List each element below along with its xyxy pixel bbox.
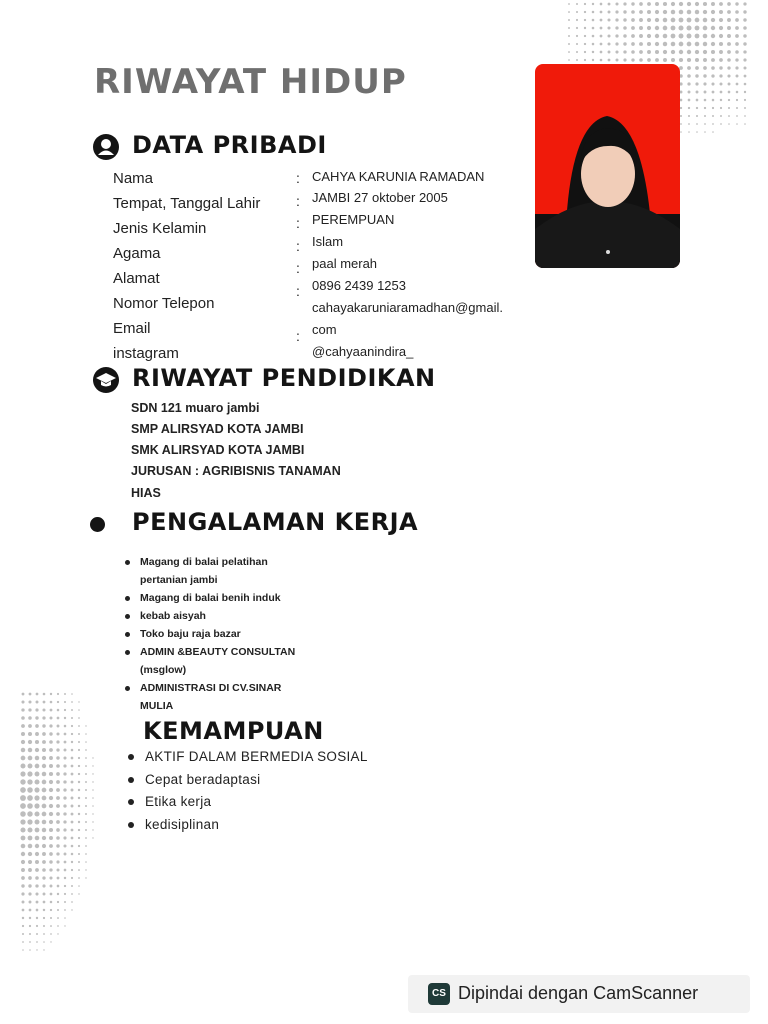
value-email: cahayakaruniaramadhan@gmail. <box>312 300 503 315</box>
label-alamat: Alamat <box>113 270 160 287</box>
label-email: Email <box>113 320 151 337</box>
person-portrait-icon <box>535 64 680 268</box>
work-item: Magang di balai pelatihan <box>140 556 268 568</box>
work-item: kebab aisyah <box>140 610 206 622</box>
work-item: ADMINISTRASI DI CV.SINAR <box>140 682 282 694</box>
label-jenis-kelamin: Jenis Kelamin <box>113 220 207 237</box>
section-heading-pendidikan: RIWAYAT PENDIDIKAN <box>132 364 436 392</box>
bullet-icon <box>125 650 130 655</box>
section-heading-pengalaman: PENGALAMAN KERJA <box>132 508 419 536</box>
value-email-cont: com <box>312 322 337 337</box>
section-bullet-icon <box>90 517 105 532</box>
skill-item: kedisiplinan <box>145 817 220 832</box>
skill-item: AKTIF DALAM BERMEDIA SOSIAL <box>145 749 368 764</box>
edu-item: SMP ALIRSYAD KOTA JAMBI <box>131 422 304 436</box>
work-item: Toko baju raja bazar <box>140 628 241 640</box>
graduation-cap-icon <box>93 367 119 393</box>
work-item: ADMIN &BEAUTY CONSULTAN <box>140 646 296 658</box>
colon: : <box>296 193 300 209</box>
edu-item: SDN 121 muaro jambi <box>131 401 260 415</box>
value-nama: CAHYA KARUNIA RAMADAN <box>312 169 485 184</box>
camscanner-logo-icon: CS <box>428 983 450 1005</box>
work-item-cont: (msglow) <box>140 664 187 676</box>
colon: : <box>296 170 300 186</box>
edu-item: HIAS <box>131 486 161 500</box>
edu-item: JURUSAN : AGRIBISNIS TANAMAN <box>131 464 341 478</box>
work-item-cont: pertanian jambi <box>140 574 218 586</box>
user-icon <box>93 134 119 160</box>
skill-item: Cepat beradaptasi <box>145 772 261 787</box>
value-alamat: paal merah <box>312 256 378 271</box>
colon: : <box>296 328 300 344</box>
bullet-icon <box>125 632 130 637</box>
bullet-icon <box>128 822 134 828</box>
page-title: RIWAYAT HIDUP <box>94 62 407 102</box>
colon: : <box>296 238 300 254</box>
bullet-icon <box>125 686 130 691</box>
value-jenis-kelamin: PEREMPUAN <box>312 212 395 227</box>
value-agama: Islam <box>312 234 344 249</box>
bullet-icon <box>128 777 134 783</box>
label-ttl: Tempat, Tanggal Lahir <box>113 195 261 212</box>
label-telepon: Nomor Telepon <box>113 295 215 312</box>
value-instagram: @cahyaanindira_ <box>312 344 414 359</box>
work-item: Magang di balai benih induk <box>140 592 281 604</box>
colon: : <box>296 215 300 231</box>
camscanner-text: Dipindai dengan CamScanner <box>458 983 699 1003</box>
label-agama: Agama <box>113 245 161 262</box>
skill-item: Etika kerja <box>145 794 212 809</box>
profile-photo <box>535 64 680 268</box>
value-ttl: JAMBI 27 oktober 2005 <box>312 190 448 205</box>
work-item-cont: MULIA <box>140 700 174 712</box>
bullet-icon <box>128 754 134 760</box>
value-telepon: 0896 2439 1253 <box>312 278 406 293</box>
bullet-icon <box>125 560 130 565</box>
colon: : <box>296 283 300 299</box>
section-heading-kemampuan: KEMAMPUAN <box>143 717 324 745</box>
section-heading-data-pribadi: DATA PRIBADI <box>132 131 327 159</box>
dot-pattern-left <box>20 690 100 965</box>
bullet-icon <box>125 596 130 601</box>
label-instagram: instagram <box>113 345 179 362</box>
bullet-icon <box>128 799 134 805</box>
colon: : <box>296 260 300 276</box>
label-nama: Nama <box>113 170 154 187</box>
edu-item: SMK ALIRSYAD KOTA JAMBI <box>131 443 305 457</box>
bullet-icon <box>125 614 130 619</box>
